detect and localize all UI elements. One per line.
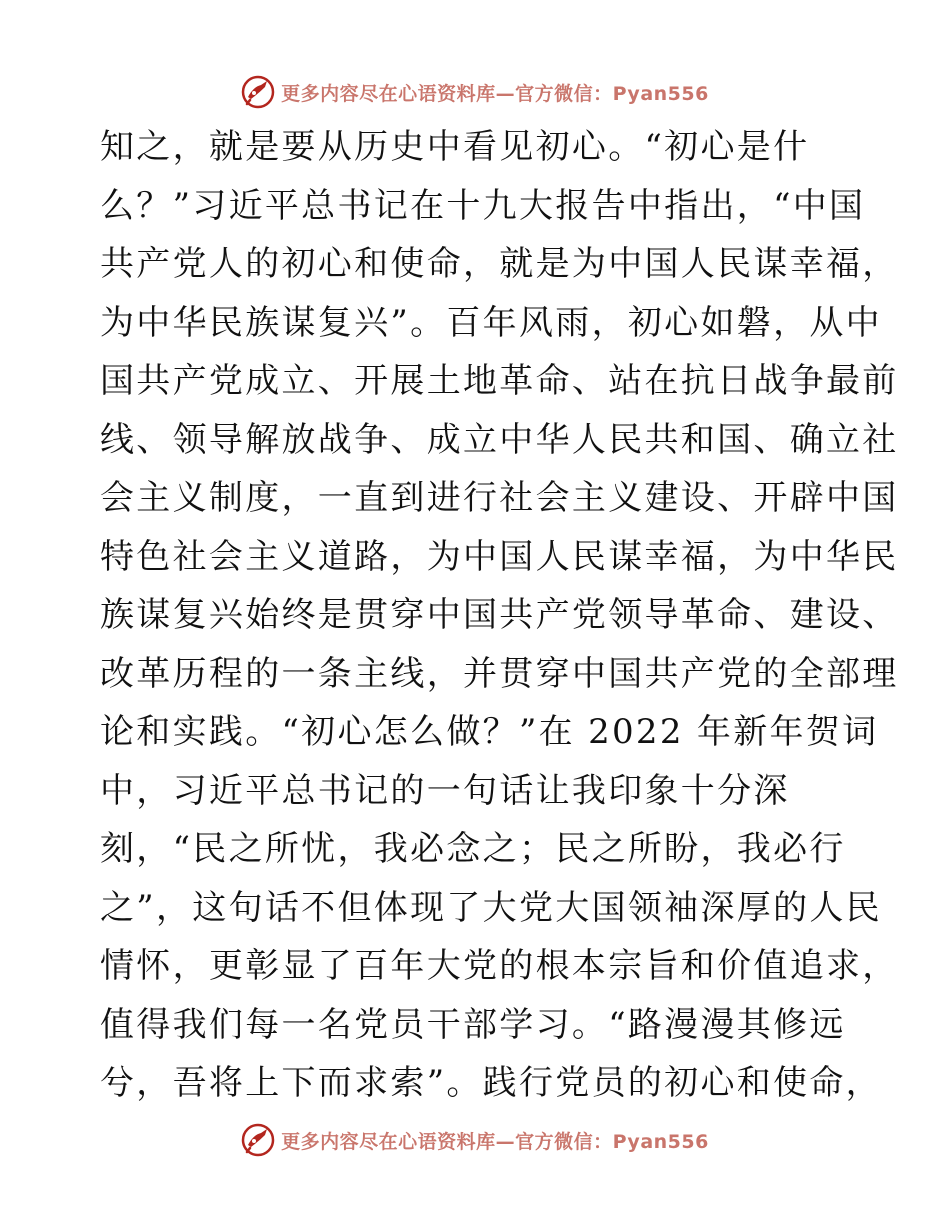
text-line: 国共产党成立、开展土地革命、站在抗日战争最前 [100,361,899,401]
text-line: 中，习近平总书记的一句话让我印象十分深 [100,770,790,811]
text-line: 线、领导解放战争、成立中华人民共和国、确立社 [100,419,899,460]
text-line: 共产党人的初心和使命，就是为中国人民谋幸福， [100,244,899,284]
banner-text: 更多内容尽在心语资料库—官方微信：Pyan556 [281,82,709,105]
text-line: 为中华民族谋复兴”。百年风雨，初心如磐，从中 [100,302,882,343]
text-line: 值得我们每一名党员干部学习。“路漫漫其修远 [100,1004,846,1045]
banner-text: 更多内容尽在心语资料库—官方微信：Pyan556 [281,1130,709,1153]
text-line: 知之，就是要从历史中看见初心。“初心是什 [100,127,810,167]
text-line: 情怀，更彰显了百年大党的根本宗旨和价值追求， [100,946,899,986]
book-pen-logo-icon [241,1123,275,1157]
text-line: 论和实践。“初心怎么做？”在 2022 年新年贺词 [100,712,879,752]
text-line: 会主义制度，一直到进行社会主义建设、开辟中国 [100,478,899,518]
text-line: 兮，吾将上下而求索”。践行党员的初心和使命， [100,1063,882,1103]
document-body [100,118,899,1113]
text-line: 特色社会主义道路，为中国人民谋幸福，为中华民 [100,536,899,577]
text-line: 之”，这句话不但体现了大党大国领袖深厚的人民 [100,887,882,928]
footer-banner [0,1120,950,1160]
text-line: 么？”习近平总书记在十九大报告中指出，“中国 [100,185,866,226]
text-line: 刻，“民之所忧，我必念之；民之所盼，我必行 [100,829,846,869]
text-line: 族谋复兴始终是贯穿中国共产党领导革命、建设、 [100,595,899,635]
text-line: 改革历程的一条主线，并贯穿中国共产党的全部理 [100,653,899,694]
book-pen-logo-icon [241,75,275,109]
header-banner [0,72,950,112]
